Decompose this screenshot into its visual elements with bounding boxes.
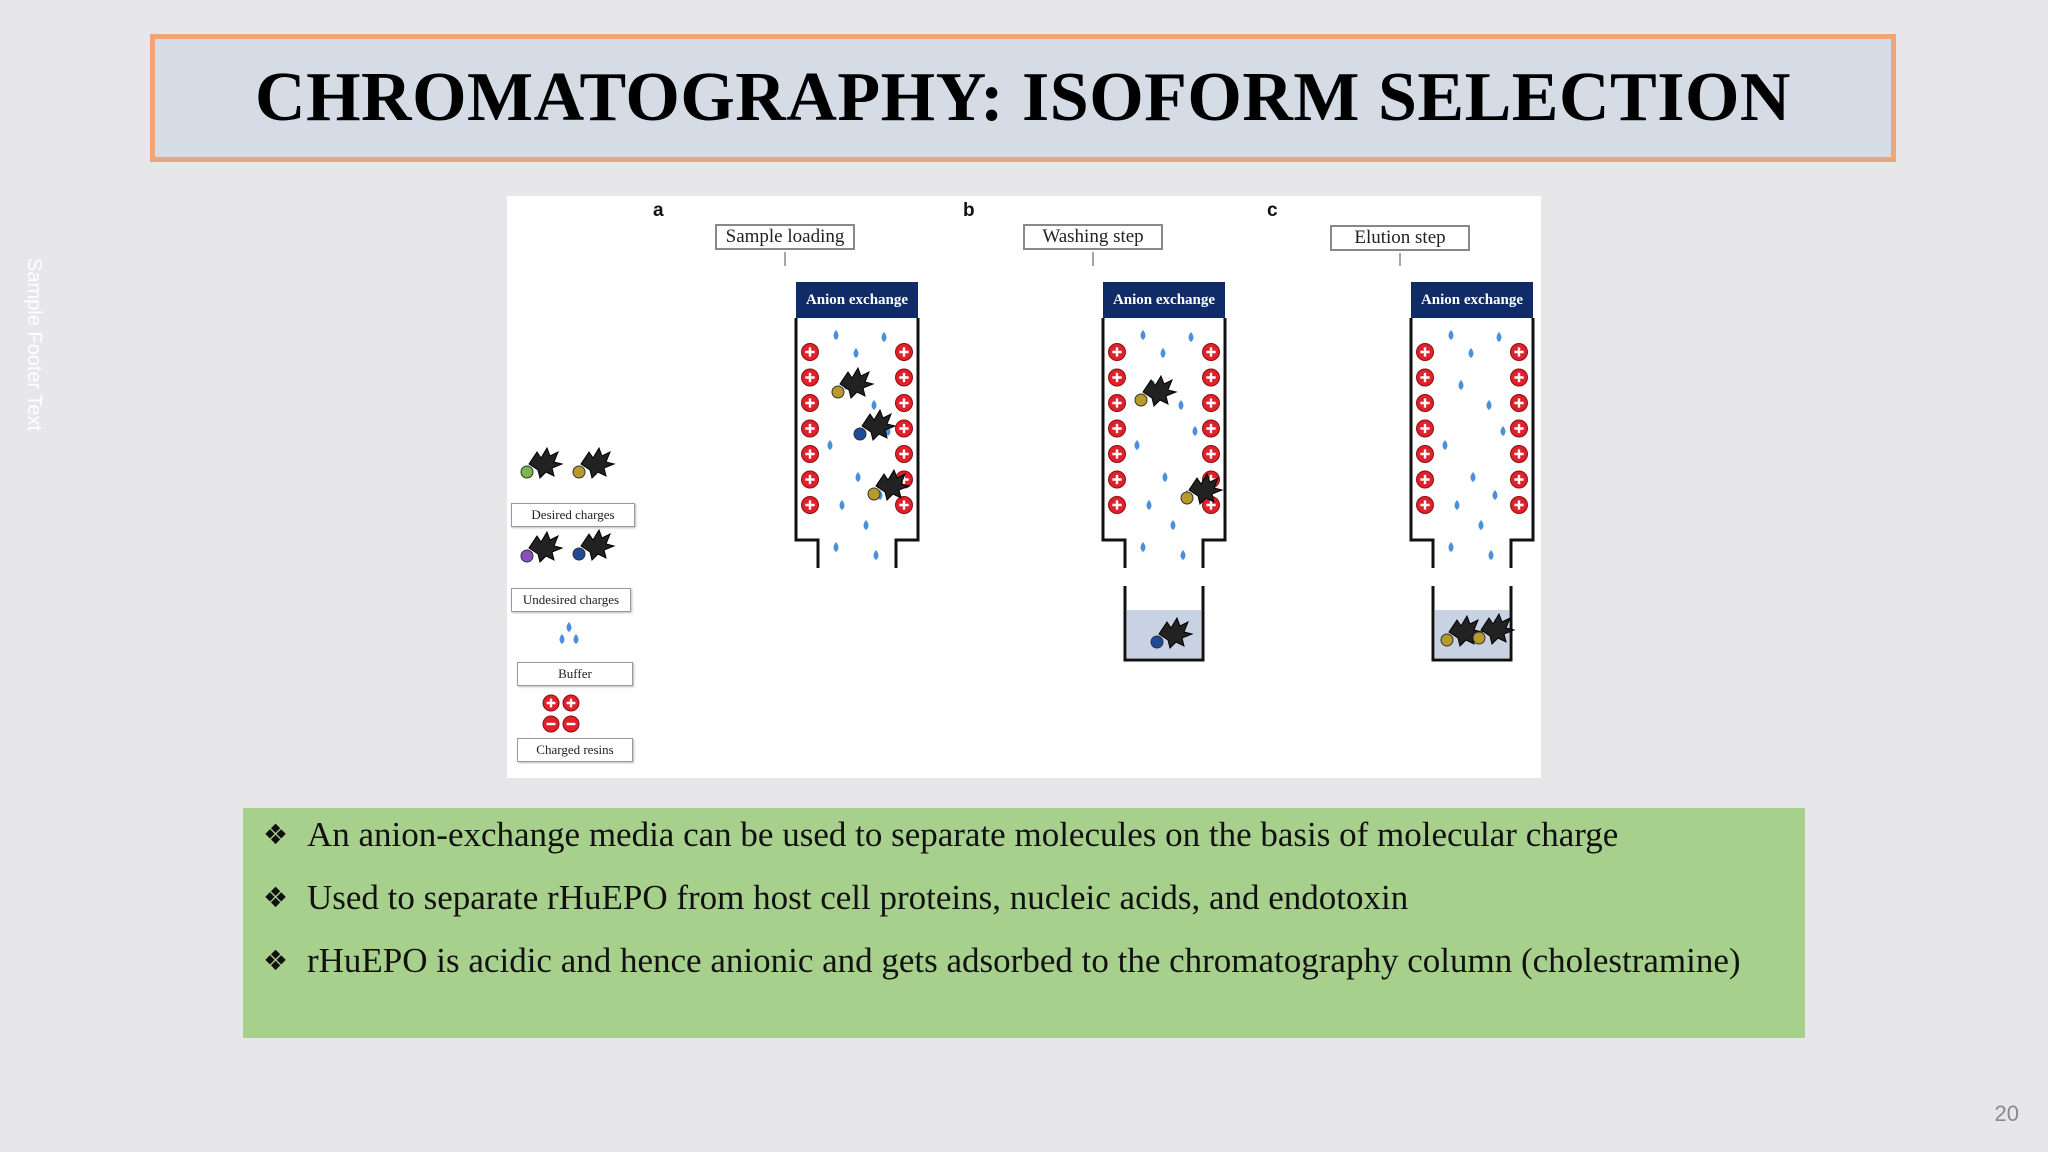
buffer-drop-icon [1489, 550, 1494, 560]
protein-icon [1143, 376, 1176, 406]
legend-charged-resins: Charged resins [517, 738, 633, 762]
charge-bead-icon [1473, 632, 1485, 644]
buffer-drop-icon [864, 520, 869, 530]
charge-bead-icon [573, 466, 585, 478]
legend-undesired-charges: Undesired charges [511, 588, 631, 612]
protein-icon [581, 530, 614, 560]
buffer-drop-icon [828, 440, 833, 450]
bullet-item [263, 877, 1785, 919]
bullet-text: rHuEPO is acidic and hence anionic and gets adsorbed to the chromatography column (cholestramine) [307, 941, 1741, 980]
panel-letter-a: a [653, 200, 664, 221]
buffer-drop-icon [1443, 440, 1448, 450]
buffer-drop-icon [1193, 426, 1198, 436]
buffer-drop-icon [834, 330, 839, 340]
bullet-text: An anion-exchange media can be used to separate molecules on the basis of molecular charge [307, 815, 1619, 854]
protein-icon [529, 448, 562, 478]
charge-bead-icon [573, 548, 585, 560]
diamond-bullet-icon: ❖ [263, 881, 289, 914]
title-box [150, 34, 1896, 162]
diamond-bullet-icon: ❖ [263, 944, 289, 977]
buffer-drop-icon [1147, 500, 1152, 510]
bullet-list [243, 808, 1805, 1038]
page-number: 20 [1994, 1101, 2019, 1126]
buffer-drop-icon [1479, 520, 1484, 530]
charge-bead-icon [1441, 634, 1453, 646]
buffer-drop-icon [574, 634, 579, 644]
chromatography-figure [507, 196, 1541, 778]
buffer-drop-icon [1141, 330, 1146, 340]
charge-bead-icon [521, 466, 533, 478]
charge-bead-icon [832, 386, 844, 398]
buffer-drop-icon [1469, 348, 1474, 358]
buffer-drop-icon [1179, 400, 1184, 410]
legend-desired-charges: Desired charges [511, 503, 635, 527]
charge-bead-icon [1181, 492, 1193, 504]
charge-bead-icon [521, 550, 533, 562]
buffer-drop-icon [856, 472, 861, 482]
footer-text: Sample Footer Text [23, 258, 45, 432]
panel-letter-b: b [963, 200, 975, 221]
column-header-a: Anion exchange [796, 282, 918, 318]
buffer-drop-icon [1487, 400, 1492, 410]
legend-buffer: Buffer [517, 662, 633, 686]
buffer-drop-icon [560, 634, 565, 644]
buffer-drop-icon [1471, 472, 1476, 482]
buffer-drop-icon [1501, 426, 1506, 436]
charge-bead-icon [868, 488, 880, 500]
buffer-drop-icon [1455, 500, 1460, 510]
buffer-drop-icon [1449, 542, 1454, 552]
slide-title: CHROMATOGRAPHY: ISOFORM SELECTION [255, 59, 1791, 136]
figure-graphics [507, 196, 1541, 778]
panel-letter-c: c [1267, 200, 1278, 221]
buffer-drop-icon [1459, 380, 1464, 390]
protein-icon [529, 532, 562, 562]
buffer-drop-icon [882, 332, 887, 342]
protein-icon [581, 448, 614, 478]
step-label-sample-loading: Sample loading [715, 224, 855, 250]
buffer-drop-icon [840, 500, 845, 510]
protein-icon [862, 410, 895, 440]
step-label-washing: Washing step [1023, 224, 1163, 250]
buffer-drop-icon [1163, 472, 1168, 482]
buffer-drop-icon [834, 542, 839, 552]
buffer-drop-icon [1449, 330, 1454, 340]
protein-icon [840, 368, 873, 398]
charge-bead-icon [854, 428, 866, 440]
buffer-drop-icon [1135, 440, 1140, 450]
buffer-drop-icon [1171, 520, 1176, 530]
buffer-drop-icon [874, 550, 879, 560]
buffer-drop-icon [1181, 550, 1186, 560]
column-header-b: Anion exchange [1103, 282, 1225, 318]
step-label-elution: Elution step [1330, 225, 1470, 251]
buffer-drop-icon [1141, 542, 1146, 552]
buffer-drop-icon [1161, 348, 1166, 358]
charge-bead-icon [1135, 394, 1147, 406]
bullet-item [263, 940, 1785, 982]
column-header-c: Anion exchange [1411, 282, 1533, 318]
bullet-item [263, 814, 1785, 856]
buffer-drop-icon [1493, 490, 1498, 500]
buffer-drop-icon [1497, 332, 1502, 342]
diamond-bullet-icon: ❖ [263, 818, 289, 851]
charge-bead-icon [1151, 636, 1163, 648]
buffer-drop-icon [567, 622, 572, 632]
buffer-drop-icon [872, 400, 877, 410]
buffer-drop-icon [1189, 332, 1194, 342]
buffer-drop-icon [854, 348, 859, 358]
bullet-text: Used to separate rHuEPO from host cell proteins, nucleic acids, and endotoxin [307, 878, 1409, 917]
